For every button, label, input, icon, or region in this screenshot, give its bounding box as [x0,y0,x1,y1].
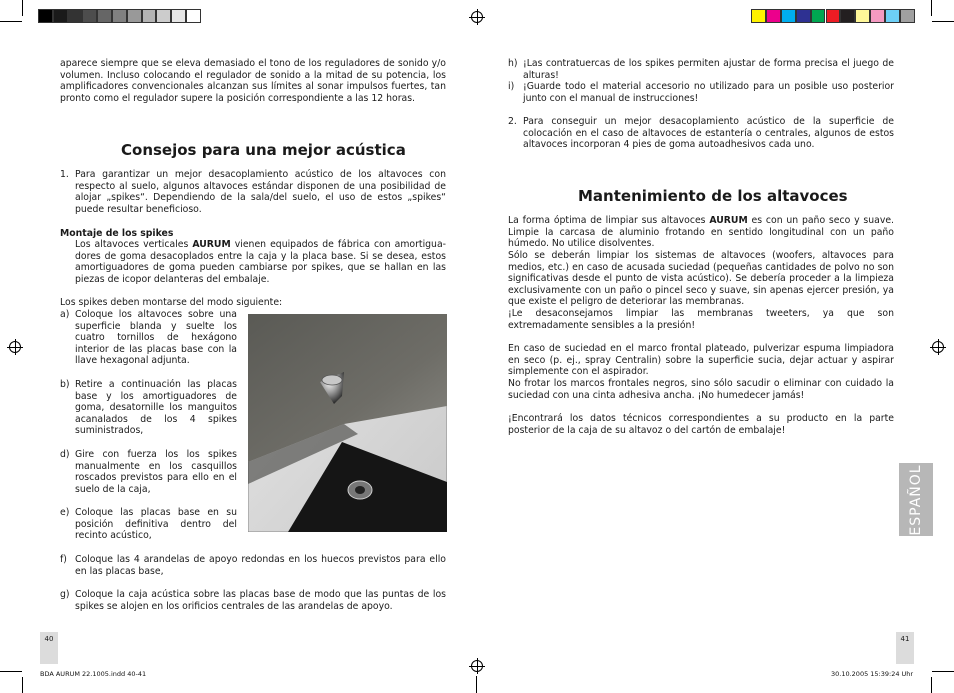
registration-mark-icon [9,341,21,353]
crop-mark [931,677,932,693]
color-swatch [142,9,157,23]
language-side-tab [899,463,933,536]
step-label: e) [60,507,70,518]
step-text: Retire a continuación las placas base y los amortiguadores de goma, desatornille los manguitos acanalados de los 4 spikes suministrados, [75,379,237,437]
maintenance-paragraph [508,215,894,250]
list-item-text: ¡Guarde todo el material accesorio no utilizado para un posible uso posterior junto con el manual de instrucciones! [523,81,894,104]
brand-name: AURUM [192,239,231,250]
footer-timestamp: 30.10.2005 15:39:24 Uhr [831,670,914,678]
steps-intro: Los spikes deben montarse del modo siguiente: [60,297,283,308]
crop-mark [22,0,23,16]
crop-mark [932,671,954,672]
color-swatch [127,9,142,23]
registration-mark-icon [471,11,483,23]
maintenance-paragraph: En caso de suciedad en el marco frontal plateado, pulverizar espuma limpiadora en seco (p. ej., spray Centralin) sobre la superficie sucia, dejar actuar y aspirar simplemente con el aspirador. [508,343,894,378]
list-label: h) [508,58,518,69]
page-number-text: 41 [900,635,910,643]
crop-mark [931,0,932,16]
crop-mark [932,21,954,22]
step-label: g) [60,589,70,600]
step-label: f) [60,554,67,565]
page-number-left [40,632,58,664]
color-swatch [112,9,127,23]
intro-paragraph: aparece siempre que se eleva demasiado el tono de los reguladores de sonido y/o volumen. Incluso colocando el regulador de sonido a la mitad de su potencia, los amplificadores convencionales alcanzan sus límites al sonar impulsos fuertes, tan pronto como el regulador supere la posición correspondiente a las 12 horas. [60,58,446,104]
color-swatch [171,9,186,23]
maintenance-paragraph: Sólo se deberán limpiar los sistemas de altavoces (woofers, altavoces para medios, etc.) en caso de acusada suciedad (pequeñas cantidades de polvo no son significativas desde el punto de vista acústico). Se debería proceder a la limpieza exclusivamente con un paño o pincel seco y suave, sin apenas ejercer presión, ya que existe el peligro de deteriorar las membranas. [508,250,894,308]
crop-mark [0,671,22,672]
list-item-text: Para garantizar un mejor desacoplamiento acústico de los altavoces con respecto al suelo, algunos altavoces estándar disponen de una posibilidad de alojar „spikes“. Dependiendo de la sala/del suelo, el uso de estos „spikes“ puede resultar beneficioso. [75,169,446,215]
color-swatch [751,9,766,23]
list-item-text: Para conseguir un mejor desacoplamiento acústico de la superficie de colocación en el caso de altavoces de estantería o centrales, algunos de estos altavoces incorporan 4 pies de goma autoadhesivos cada uno. [523,116,894,151]
step-text: Coloque la caja acústica sobre las placas base de modo que las puntas de los spikes se alojen en los orificios centrales de las arandelas de apoyo. [75,589,446,612]
color-swatch [186,9,201,23]
color-swatch [68,9,83,23]
color-swatch [855,9,870,23]
registration-mark-icon [471,660,483,672]
color-swatch [781,9,796,23]
language-label: ESPAÑOL [908,463,924,536]
section-heading-acoustics: Consejos para una mejor acústica [121,141,406,159]
color-swatch [870,9,885,23]
step-text: Coloque las 4 arandelas de apoyo redondas en los huecos previstos para ello en las placas base, [75,554,446,577]
maintenance-paragraph: ¡Le desaconsejamos limpiar las membranas tweeters, ya que son extremadamente sensibles a la presión! [508,308,894,331]
color-swatch [766,9,781,23]
color-swatch [811,9,826,23]
page-number-right [896,632,914,664]
step-text: Coloque las placas base en su posición definitiva dentro del recinto acústico, [75,507,237,542]
footer-file-info: BDA AURUM 22.1005.indd 40-41 [40,670,147,678]
step-label: b) [60,379,70,390]
registration-mark-icon [932,341,944,353]
maintenance-paragraph: No frotar los marcos frontales negros, sino sólo sacudir o eliminar con cuidado la suciedad con una cinta adhesiva ancha. ¡No humedecer jamás! [508,378,894,401]
step-label: d) [60,449,70,460]
step-label: a) [60,309,70,320]
section-heading-maintenance: Mantenimiento de los altavoces [578,187,848,205]
step-text: Gire con fuerza los los spikes manualmente en los casquillos roscados previstos para ello en el suelo de la caja, [75,449,237,495]
maintenance-paragraph-post: es con un paño seco y suave. Limpie la carcasa de aluminio frotando en sentido longitudinal con un paño húmedo. No utilice disolventes. [508,215,894,250]
spike-mounting-photo [248,314,447,532]
page-number-text: 40 [44,635,54,643]
color-swatch [53,9,68,23]
list-item-text: ¡Las contratuercas de los spikes permiten ajustar de forma precisa el juego de alturas! [523,58,894,81]
brand-name: AURUM [709,215,748,226]
color-swatch [840,9,855,23]
list-label: i) [508,81,515,92]
maintenance-paragraph-pre: La forma óptima de limpiar sus altavoces [508,215,710,226]
crop-mark [22,677,23,693]
spikes-paragraph-pre: Los altavoces verticales [75,239,193,250]
color-swatch [82,9,97,23]
crop-mark [476,676,477,693]
subheading-spikes: Montaje de los spikes [60,228,174,239]
color-swatch [900,9,915,23]
color-swatch [156,9,171,23]
list-number: 2. [508,116,517,127]
list-number: 1. [60,169,69,180]
step-text: Coloque los altavoces sobre una superficie blanda y suelte los cuatro tornillos de hexágono interior de las placas base con la llave hexagonal adjunta. [75,309,237,367]
maintenance-paragraph: ¡Encontrará los datos técnicos correspondientes a su producto en la parte posterior de la caja de su altavoz o del cartón de embalaje! [508,413,894,436]
color-swatch [796,9,811,23]
spikes-paragraph-post: vienen equipados de fábrica con amortigua-dores de goma desacoplados entre la caja y la placa base. Si se desea, estos amortiguadores de goma pueden cambiarse por spikes, que se hallan en las piezas de icopor delanteras del embalaje. [75,239,446,285]
spikes-paragraph [75,239,446,285]
color-swatch [826,9,841,23]
color-swatch [38,9,53,23]
crop-mark [0,21,22,22]
color-swatch [885,9,900,23]
color-swatch [97,9,112,23]
